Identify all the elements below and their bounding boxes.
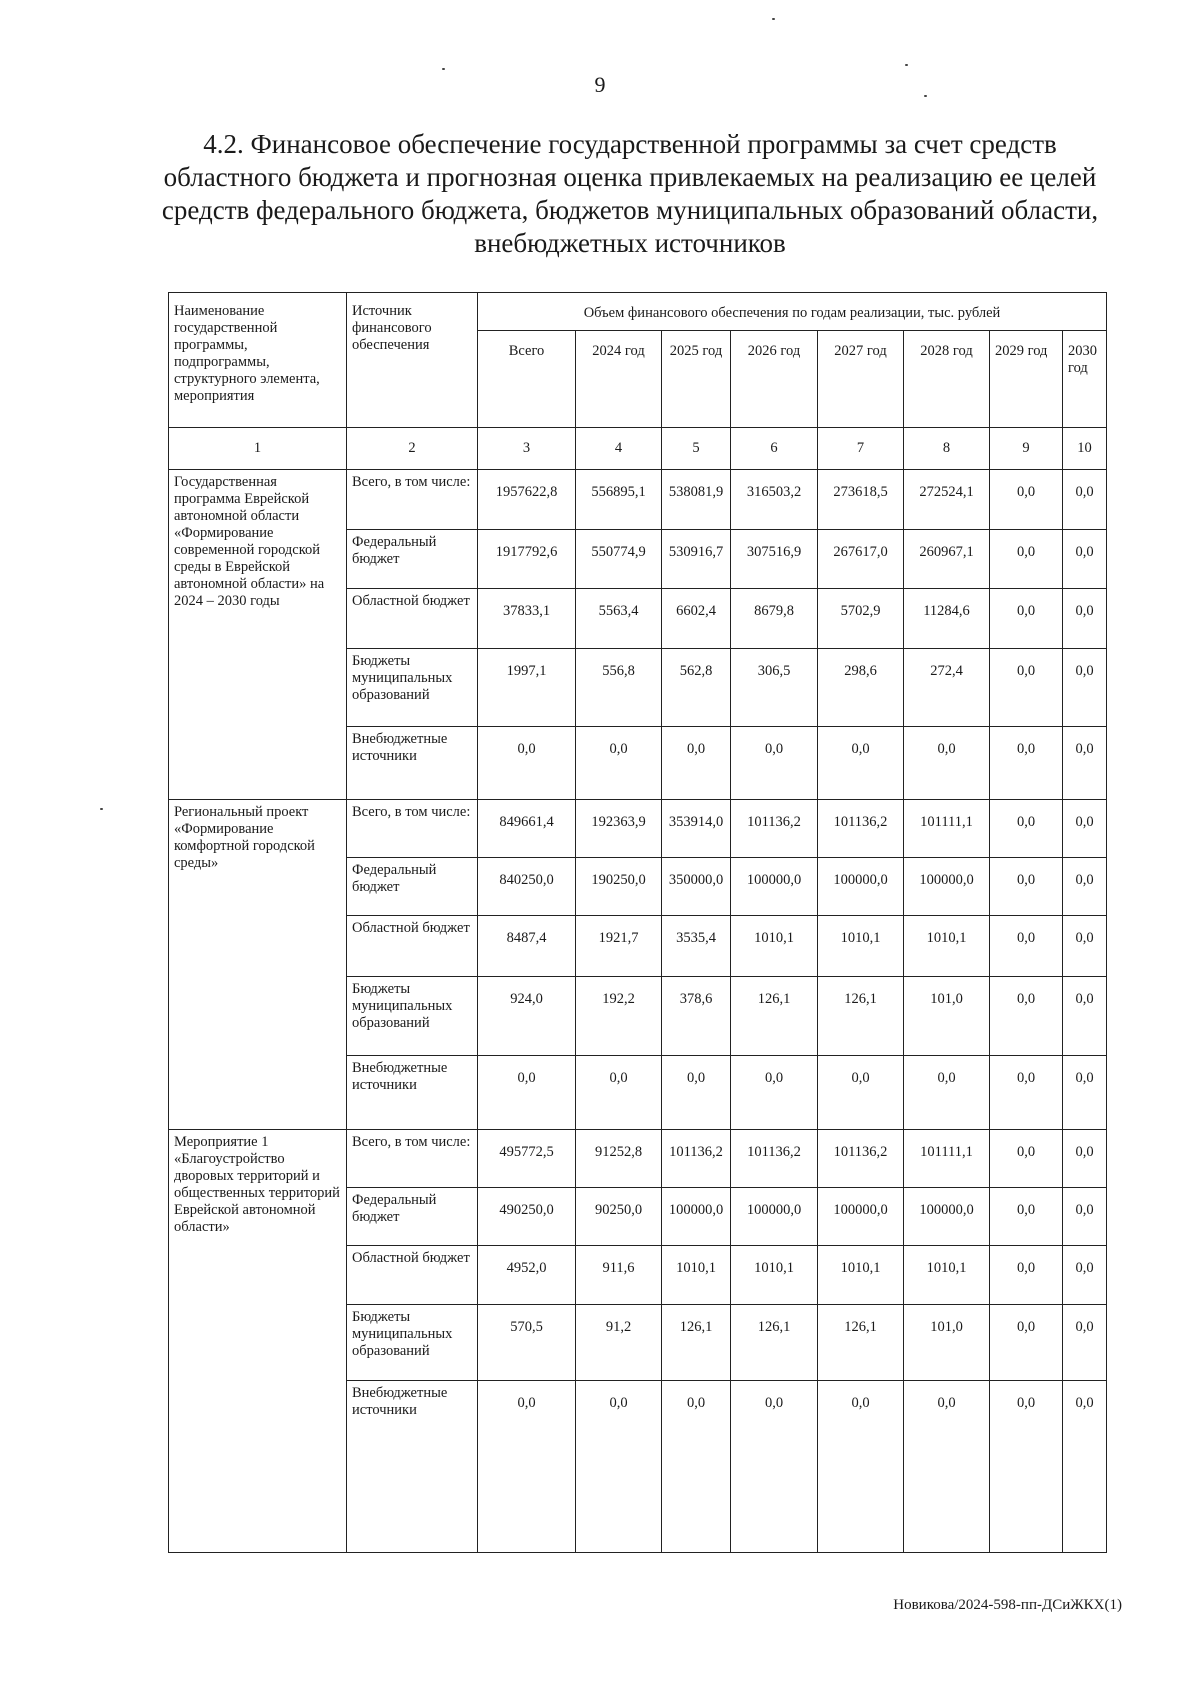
amount-cell: 90250,0 (576, 1188, 662, 1246)
funding-source: Бюджеты муниципальных образований (347, 977, 478, 1056)
amount-cell: 100000,0 (731, 858, 818, 916)
amount-cell: 0,0 (990, 916, 1063, 977)
amount-cell: 0,0 (990, 470, 1063, 530)
amount-cell: 3535,4 (662, 916, 731, 977)
amount-cell: 192,2 (576, 977, 662, 1056)
amount-cell: 0,0 (818, 727, 904, 800)
amount-cell: 0,0 (662, 1381, 731, 1553)
amount-cell: 0,0 (1063, 858, 1107, 916)
amount-cell: 840250,0 (478, 858, 576, 916)
amount-cell: 0,0 (1063, 589, 1107, 649)
amount-cell: 0,0 (904, 1056, 990, 1130)
scan-speck (924, 95, 927, 97)
amount-cell: 0,0 (478, 727, 576, 800)
amount-cell: 0,0 (990, 1246, 1063, 1305)
amount-cell: 37833,1 (478, 589, 576, 649)
amount-cell: 267617,0 (818, 530, 904, 589)
header-year: 2025 год (662, 331, 731, 428)
funding-source: Всего, в том числе: (347, 1130, 478, 1188)
amount-cell: 0,0 (990, 1188, 1063, 1246)
amount-cell: 5563,4 (576, 589, 662, 649)
header-volume: Объем финансового обеспечения по годам реализации, тыс. рублей (478, 293, 1107, 331)
program-name: Государственная программа Еврейской автономной области «Формирование современной городской среды в Еврейской автономной области» на 2024 – 2030 годы (169, 470, 347, 800)
table-row (169, 1130, 1107, 1188)
funding-source: Всего, в том числе: (347, 800, 478, 858)
header-source: Источник финансового обеспечения (347, 293, 478, 428)
amount-cell: 0,0 (1063, 1056, 1107, 1130)
amount-cell: 6602,4 (662, 589, 731, 649)
amount-cell: 11284,6 (904, 589, 990, 649)
amount-cell: 0,0 (662, 727, 731, 800)
amount-cell: 101136,2 (731, 800, 818, 858)
amount-cell: 0,0 (990, 649, 1063, 727)
amount-cell: 1010,1 (731, 916, 818, 977)
amount-cell: 0,0 (478, 1381, 576, 1553)
amount-cell: 101136,2 (818, 800, 904, 858)
amount-cell: 1010,1 (818, 916, 904, 977)
amount-cell: 272,4 (904, 649, 990, 727)
amount-cell: 0,0 (990, 589, 1063, 649)
amount-cell: 8679,8 (731, 589, 818, 649)
amount-cell: 530916,7 (662, 530, 731, 589)
amount-cell: 0,0 (904, 727, 990, 800)
amount-cell: 126,1 (731, 1305, 818, 1381)
column-number: 6 (731, 428, 818, 470)
amount-cell: 556,8 (576, 649, 662, 727)
column-number: 4 (576, 428, 662, 470)
document-footer: Новикова/2024-598-пп-ДСиЖКХ(1) (893, 1597, 1122, 1613)
amount-cell: 4952,0 (478, 1246, 576, 1305)
financing-table (168, 292, 1107, 1553)
amount-cell: 273618,5 (818, 470, 904, 530)
amount-cell: 0,0 (662, 1056, 731, 1130)
amount-cell: 101,0 (904, 1305, 990, 1381)
funding-source: Внебюджетные источники (347, 1381, 478, 1553)
amount-cell: 0,0 (576, 727, 662, 800)
amount-cell: 0,0 (576, 1381, 662, 1553)
amount-cell: 1010,1 (904, 916, 990, 977)
amount-cell: 0,0 (1063, 1246, 1107, 1305)
column-number: 8 (904, 428, 990, 470)
amount-cell: 0,0 (818, 1381, 904, 1553)
amount-cell: 924,0 (478, 977, 576, 1056)
amount-cell: 1010,1 (904, 1246, 990, 1305)
table-row (169, 800, 1107, 858)
amount-cell: 0,0 (576, 1056, 662, 1130)
amount-cell: 0,0 (1063, 800, 1107, 858)
amount-cell: 0,0 (1063, 727, 1107, 800)
amount-cell: 1921,7 (576, 916, 662, 977)
amount-cell: 126,1 (662, 1305, 731, 1381)
header-year: 2030 год (1063, 331, 1107, 428)
amount-cell: 0,0 (990, 800, 1063, 858)
amount-cell: 550774,9 (576, 530, 662, 589)
amount-cell: 0,0 (731, 727, 818, 800)
program-name: Мероприятие 1 «Благоустройство дворовых территорий и общественных территорий Еврейской автономной области» (169, 1130, 347, 1553)
amount-cell: 307516,9 (731, 530, 818, 589)
amount-cell: 378,6 (662, 977, 731, 1056)
funding-source: Бюджеты муниципальных образований (347, 1305, 478, 1381)
funding-source: Областной бюджет (347, 589, 478, 649)
amount-cell: 272524,1 (904, 470, 990, 530)
amount-cell: 100000,0 (662, 1188, 731, 1246)
column-number: 2 (347, 428, 478, 470)
amount-cell: 1957622,8 (478, 470, 576, 530)
header-year: 2026 год (731, 331, 818, 428)
amount-cell: 0,0 (990, 530, 1063, 589)
header-name: Наименование государственной программы, подпрограммы, структурного элемента, мероприятия (169, 293, 347, 428)
amount-cell: 0,0 (731, 1381, 818, 1553)
amount-cell: 0,0 (818, 1056, 904, 1130)
scan-speck (100, 808, 103, 810)
amount-cell: 1010,1 (662, 1246, 731, 1305)
header-year: Всего (478, 331, 576, 428)
funding-source: Федеральный бюджет (347, 1188, 478, 1246)
amount-cell: 100000,0 (818, 1188, 904, 1246)
scan-speck (905, 64, 908, 66)
funding-source: Областной бюджет (347, 1246, 478, 1305)
scan-speck (772, 18, 775, 20)
amount-cell: 100000,0 (731, 1188, 818, 1246)
amount-cell: 0,0 (1063, 470, 1107, 530)
header-year: 2027 год (818, 331, 904, 428)
amount-cell: 306,5 (731, 649, 818, 727)
amount-cell: 0,0 (990, 1056, 1063, 1130)
amount-cell: 0,0 (1063, 530, 1107, 589)
amount-cell: 0,0 (1063, 1130, 1107, 1188)
amount-cell: 190250,0 (576, 858, 662, 916)
program-name: Региональный проект «Формирование комфортной городской среды» (169, 800, 347, 1130)
amount-cell: 0,0 (990, 1381, 1063, 1553)
funding-source: Федеральный бюджет (347, 530, 478, 589)
amount-cell: 101136,2 (731, 1130, 818, 1188)
amount-cell: 0,0 (731, 1056, 818, 1130)
amount-cell: 0,0 (990, 858, 1063, 916)
amount-cell: 490250,0 (478, 1188, 576, 1246)
amount-cell: 5702,9 (818, 589, 904, 649)
amount-cell: 316503,2 (731, 470, 818, 530)
column-number: 7 (818, 428, 904, 470)
amount-cell: 101136,2 (662, 1130, 731, 1188)
table-row (169, 470, 1107, 530)
amount-cell: 0,0 (1063, 916, 1107, 977)
amount-cell: 101136,2 (818, 1130, 904, 1188)
amount-cell: 1010,1 (818, 1246, 904, 1305)
amount-cell: 350000,0 (662, 858, 731, 916)
amount-cell: 911,6 (576, 1246, 662, 1305)
column-number: 10 (1063, 428, 1107, 470)
amount-cell: 0,0 (990, 1130, 1063, 1188)
amount-cell: 100000,0 (904, 858, 990, 916)
amount-cell: 556895,1 (576, 470, 662, 530)
funding-source: Бюджеты муниципальных образований (347, 649, 478, 727)
column-number: 5 (662, 428, 731, 470)
amount-cell: 0,0 (990, 1305, 1063, 1381)
amount-cell: 570,5 (478, 1305, 576, 1381)
amount-cell: 126,1 (818, 1305, 904, 1381)
amount-cell: 353914,0 (662, 800, 731, 858)
amount-cell: 0,0 (1063, 1305, 1107, 1381)
funding-source: Внебюджетные источники (347, 727, 478, 800)
column-number: 9 (990, 428, 1063, 470)
amount-cell: 0,0 (1063, 1381, 1107, 1553)
amount-cell: 192363,9 (576, 800, 662, 858)
funding-source: Областной бюджет (347, 916, 478, 977)
amount-cell: 0,0 (990, 727, 1063, 800)
amount-cell: 538081,9 (662, 470, 731, 530)
funding-source: Внебюджетные источники (347, 1056, 478, 1130)
amount-cell: 91252,8 (576, 1130, 662, 1188)
funding-source: Федеральный бюджет (347, 858, 478, 916)
amount-cell: 260967,1 (904, 530, 990, 589)
column-number: 3 (478, 428, 576, 470)
amount-cell: 562,8 (662, 649, 731, 727)
amount-cell: 495772,5 (478, 1130, 576, 1188)
funding-source: Всего, в том числе: (347, 470, 478, 530)
amount-cell: 101,0 (904, 977, 990, 1056)
scan-speck (442, 68, 445, 70)
amount-cell: 100000,0 (818, 858, 904, 916)
section-title: 4.2. Финансовое обеспечение государственной программы за счет средств областного бюджета и прогнозная оценка привлекаемых на реализацию ее целей средств федерального бюджета, бюджетов муниципальных образований области, внебюджетных источников (161, 129, 1099, 258)
amount-cell: 0,0 (990, 977, 1063, 1056)
column-number: 1 (169, 428, 347, 470)
amount-cell: 0,0 (478, 1056, 576, 1130)
amount-cell: 126,1 (731, 977, 818, 1056)
amount-cell: 100000,0 (904, 1188, 990, 1246)
amount-cell: 8487,4 (478, 916, 576, 977)
amount-cell: 91,2 (576, 1305, 662, 1381)
amount-cell: 1917792,6 (478, 530, 576, 589)
amount-cell: 101111,1 (904, 800, 990, 858)
amount-cell: 0,0 (1063, 1188, 1107, 1246)
amount-cell: 1010,1 (731, 1246, 818, 1305)
header-year: 2028 год (904, 331, 990, 428)
header-year: 2024 год (576, 331, 662, 428)
amount-cell: 126,1 (818, 977, 904, 1056)
header-year: 2029 год (990, 331, 1063, 428)
amount-cell: 0,0 (1063, 649, 1107, 727)
amount-cell: 0,0 (904, 1381, 990, 1553)
page-number: 9 (594, 72, 606, 97)
amount-cell: 101111,1 (904, 1130, 990, 1188)
amount-cell: 1997,1 (478, 649, 576, 727)
amount-cell: 298,6 (818, 649, 904, 727)
amount-cell: 849661,4 (478, 800, 576, 858)
amount-cell: 0,0 (1063, 977, 1107, 1056)
